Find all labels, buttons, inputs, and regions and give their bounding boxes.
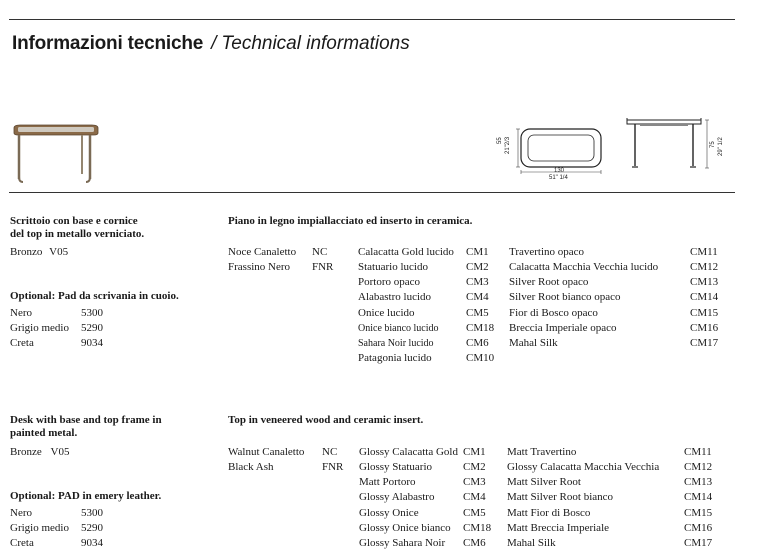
top-rule — [9, 19, 735, 20]
it-ceramic-name: Portoro opaco — [358, 276, 421, 288]
en-pad-name: Creta — [10, 537, 34, 549]
en-ceramic-name: Glossy Calacatta Gold — [359, 446, 458, 458]
depth-in-label: 21"2/3 — [505, 136, 511, 154]
en-ceramic-code: CM4 — [463, 491, 486, 503]
it-ceramic-name: Silver Root opaco — [509, 276, 589, 288]
it-ceramic-name: Alabastro lucido — [358, 291, 432, 303]
en-pad-code: 5300 — [81, 507, 103, 519]
it-wood-code: FNR — [312, 261, 334, 273]
it-top-heading: Piano in legno impiallacciato ed inserto in ceramica. — [228, 215, 473, 227]
it-ceramic-name: Onice bianco lucido — [358, 323, 439, 334]
en-finish-code: V05 — [50, 446, 70, 458]
it-wood-name: Frassino Nero — [228, 261, 291, 273]
width-in-label: 51" 1/4 — [549, 175, 568, 181]
en-ceramic-name: Matt Silver Root bianco — [507, 491, 614, 503]
height-in-label: 29" 1/2 — [718, 137, 724, 156]
it-ceramic-name: Mahal Silk — [509, 337, 558, 349]
it-ceramic-code: CM6 — [466, 337, 489, 349]
it-ceramic-name: Breccia Imperiale opaco — [509, 322, 617, 334]
it-ceramic-code: CM15 — [690, 307, 719, 319]
en-ceramic-name: Glossy Sahara Noir — [359, 537, 446, 549]
en-ceramic-name: Glossy Statuario — [359, 461, 433, 473]
it-base-heading-line-2: del top in metallo verniciato. — [10, 228, 145, 240]
it-ceramic-code: CM1 — [466, 246, 489, 258]
en-base-heading-line-2: painted metal. — [10, 427, 78, 439]
depth-dimension-line — [516, 128, 520, 168]
en-top-heading: Top in veneered wood and ceramic insert. — [228, 414, 424, 426]
it-ceramic-code: CM17 — [690, 337, 719, 349]
en-pad-code: 5290 — [81, 522, 103, 534]
en-ceramic-name: Glossy Onice bianco — [359, 522, 451, 534]
en-pad-name: Nero — [10, 507, 32, 519]
title-english: Technical informations — [221, 33, 410, 54]
front-view-drawing — [626, 117, 702, 171]
it-ceramic-code: CM13 — [690, 276, 719, 288]
title-italian: Informazioni tecniche — [12, 33, 204, 54]
page-title — [12, 33, 410, 55]
en-ceramic-code: CM17 — [684, 537, 713, 549]
it-wood-code: NC — [312, 246, 328, 258]
it-base-finish — [10, 245, 68, 260]
it-ceramic-name: Statuario lucido — [358, 261, 428, 273]
en-ceramic-code: CM1 — [463, 446, 486, 458]
it-ceramic-code: CM2 — [466, 261, 489, 273]
it-ceramic-code: CM4 — [466, 291, 489, 303]
desk-photo — [8, 124, 102, 186]
it-base-heading — [10, 215, 144, 241]
en-ceramic-code: CM18 — [463, 522, 492, 534]
en-ceramic-code: CM5 — [463, 507, 486, 519]
section-rule — [9, 192, 735, 193]
it-wood-name: Noce Canaletto — [228, 246, 297, 258]
it-ceramic-name: Sahara Noir lucido — [358, 338, 434, 349]
it-ceramic-code: CM18 — [466, 322, 495, 334]
it-ceramic-name: Fior di Bosco opaco — [509, 307, 598, 319]
en-ceramic-name: Matt Portoro — [359, 476, 416, 488]
en-ceramic-code: CM2 — [463, 461, 486, 473]
en-ceramic-code: CM14 — [684, 491, 713, 503]
en-ceramic-code: CM16 — [684, 522, 713, 534]
en-ceramic-code: CM3 — [463, 476, 486, 488]
en-base-finish — [10, 445, 69, 460]
title-separator: / — [211, 33, 217, 54]
en-ceramic-name: Matt Travertino — [507, 446, 577, 458]
width-cm-label: 130 — [554, 168, 565, 174]
it-finish-code: V05 — [49, 246, 69, 258]
it-pad-code: 9034 — [81, 337, 103, 349]
it-pad-name: Grigio medio — [10, 322, 69, 334]
height-cm-label: 75 — [710, 141, 716, 148]
it-ceramic-name: Calacatta Gold lucido — [358, 246, 454, 258]
it-ceramic-name: Travertino opaco — [509, 246, 585, 258]
en-ceramic-code: CM13 — [684, 476, 713, 488]
it-ceramic-code: CM3 — [466, 276, 489, 288]
en-ceramic-name: Matt Fior di Bosco — [507, 507, 591, 519]
it-ceramic-code: CM5 — [466, 307, 489, 319]
it-ceramic-name: Silver Root bianco opaco — [509, 291, 621, 303]
en-wood-code: NC — [322, 446, 338, 458]
en-base-heading-line-1: Desk with base and top frame in — [10, 414, 162, 426]
en-wood-name: Walnut Canaletto — [228, 446, 305, 458]
en-wood-name: Black Ash — [228, 461, 274, 473]
en-ceramic-name: Glossy Calacatta Macchia Vecchia — [507, 461, 660, 473]
en-ceramic-name: Glossy Onice — [359, 507, 419, 519]
it-pad-name: Nero — [10, 307, 32, 319]
it-ceramic-code: CM16 — [690, 322, 719, 334]
en-ceramic-name: Mahal Silk — [507, 537, 556, 549]
en-ceramic-code: CM6 — [463, 537, 486, 549]
it-base-heading-line-1: Scrittoio con base e cornice — [10, 215, 138, 227]
it-pad-code: 5300 — [81, 307, 103, 319]
it-pad-name: Creta — [10, 337, 34, 349]
top-view-drawing — [520, 128, 602, 168]
depth-cm-label: 55 — [497, 137, 503, 144]
en-ceramic-name: Glossy Alabastro — [359, 491, 435, 503]
it-ceramic-name: Calacatta Macchia Vecchia lucido — [509, 261, 659, 273]
it-pad-code: 5290 — [81, 322, 103, 334]
en-ceramic-code: CM15 — [684, 507, 713, 519]
it-ceramic-name: Patagonia lucido — [358, 352, 432, 364]
en-ceramic-code: CM12 — [684, 461, 713, 473]
en-finish-name: Bronze — [10, 446, 42, 458]
it-ceramic-code: CM10 — [466, 352, 495, 364]
en-pad-name: Grigio medio — [10, 522, 69, 534]
en-wood-code: FNR — [322, 461, 344, 473]
it-ceramic-code: CM12 — [690, 261, 719, 273]
it-ceramic-code: CM14 — [690, 291, 719, 303]
en-ceramic-name: Matt Breccia Imperiale — [507, 522, 610, 534]
en-ceramic-code: CM11 — [684, 446, 712, 458]
en-pad-heading: Optional: PAD in emery leather. — [10, 490, 162, 502]
en-base-heading — [10, 414, 162, 440]
it-ceramic-code: CM11 — [690, 246, 718, 258]
en-pad-code: 9034 — [81, 537, 103, 549]
en-ceramic-name: Matt Silver Root — [507, 476, 581, 488]
it-pad-heading: Optional: Pad da scrivania in cuoio. — [10, 290, 179, 302]
it-ceramic-name: Onice lucido — [358, 307, 415, 319]
it-finish-name: Bronzo — [10, 246, 43, 258]
height-dimension-line — [705, 120, 709, 168]
